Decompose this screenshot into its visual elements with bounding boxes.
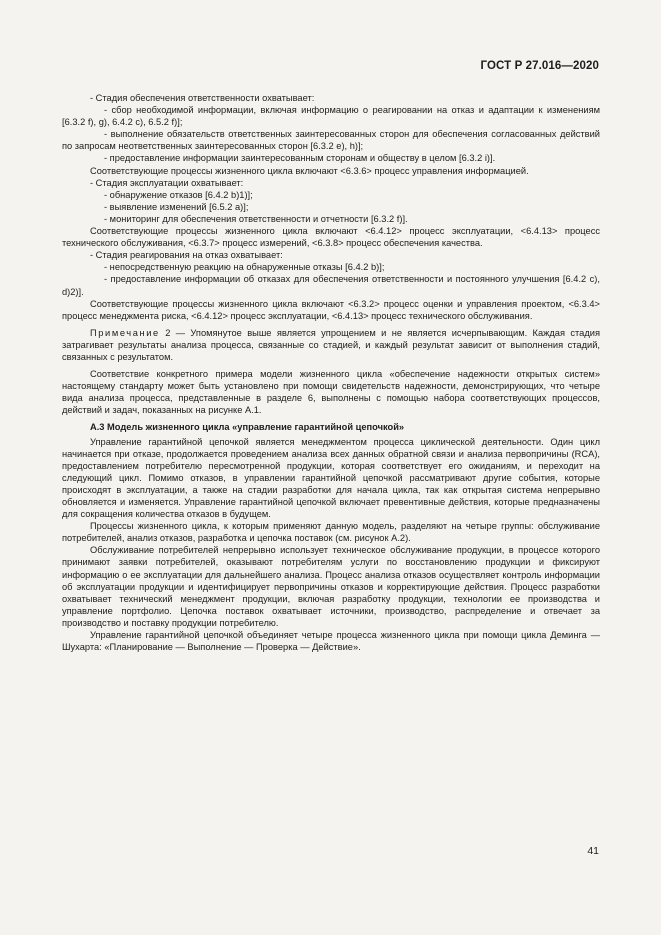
note-label: Примечание bbox=[90, 327, 160, 338]
paragraph: Управление гарантийной цепочкой является менеджментом процесса циклической деятельности. Один цикл начинается при отказе, продолжается проведением анализа всех данных обратной связи и анализа первопричины (RCA), предоставлением потребителю пересмотренной продукции, которая соответствует его ожиданиям, и переходит на следующий цикл. Помимо отказов, в управлении гарантийной цепочкой рассматривают другие события, которые происходят в эксплуатации, а также на стадии разработки для начала цикла, так как открытая система непрерывно обновляется и изменяется. Управление гарантийной цепочкой включает превентивные действия, которые предназначены для сокращения количества отказов в будущем. bbox=[62, 436, 600, 520]
document-body bbox=[62, 92, 600, 653]
list-item: - обнаружение отказов [6.4.2 b)1)]; bbox=[104, 189, 253, 200]
standard-header: ГОСТ Р 27.016—2020 bbox=[480, 60, 599, 72]
list-item: - предоставление информации заинтересованным сторонам и обществу в целом [6.3.2 i)]. bbox=[104, 153, 496, 164]
paragraph: Обслуживание потребителей непрерывно использует техническое обслуживание продукции, в процессе которого принимают заявки потребителей, оказывают потребителям услуги по восстановлению продукции и фиксируют информацию о ее эксплуатации для дальнейшего анализа. Процесс анализа отказов осуществляет контроль информации об эксплуатации продукции и идентифицирует первопричины отказов и корректирующие действия. Процесс разработки охватывает технический менеджмент продукции, включая разработку продукции, технологии ее производства и управление портфолио. Цепочка поставок охватывает источники, производство, распределение и отвечает за производство и поставку продукции потребителю. bbox=[62, 545, 600, 628]
paragraph: Соответствие конкретного примера модели жизненного цикла «обеспечение надежности открытых систем» настоящему стандарту может быть установлено при помощи свидетельств надежности, демонстрирующих, что четыре вида анализа процесса, представленные в разделе 6, выполнены с помощью набора соответствующих процессов, действий и задач, показанных на рисунке А.1. bbox=[62, 369, 600, 416]
paragraph: Соответствующие процессы жизненного цикла включают <6.4.12> процесс эксплуатации, <6.4.13> процесс технического обслуживания, <6.3.7> процесс измерений, <6.3.8> процесс обеспечения качества. bbox=[62, 226, 600, 249]
paragraph: Соответствующие процессы жизненного цикла включают <6.3.6> процесс управления информацией. bbox=[90, 165, 529, 176]
paragraph: Соответствующие процессы жизненного цикла включают <6.3.2> процесс оценки и управления проектом, <6.3.4> процесс менеджмента риска, <6.4.12> процесс эксплуатации, <6.4.13> процесс технического обслуживания. bbox=[62, 298, 600, 321]
list-item: - предоставление информации об отказах для обеспечения ответственности и постоянного улучшения [6.4.2 c), d)2)]. bbox=[62, 274, 600, 297]
page-number: 41 bbox=[587, 845, 599, 857]
list-item: - непосредственную реакцию на обнаруженные отказы [6.4.2 b)]; bbox=[104, 262, 385, 273]
note-text: 2 — Упомянутое выше является упрощением и не является исчерпывающим. Каждая стадия затрагивает результаты анализа процесса, связанные со стадией, и каждый результат зависит от выполнения стадий, связанных с результатом. bbox=[62, 327, 600, 362]
list-item: - Стадия эксплуатации охватывает: bbox=[90, 177, 244, 188]
list-item: - Стадия реагирования на отказ охватывает: bbox=[90, 250, 283, 261]
list-item: - выявление изменений [6.5.2 a)]; bbox=[104, 201, 249, 212]
list-item: - мониторинг для обеспечения ответственности и отчетности [6.3.2 f)]. bbox=[104, 213, 408, 224]
section-heading: А.3 Модель жизненного цикла «управление гарантийной цепочкой» bbox=[90, 422, 405, 433]
paragraph: Управление гарантийной цепочкой объединяет четыре процесса жизненного цикла при помощи цикла Деминга — Шухарта: «Планирование — Выполнение — Проверка — Действие». bbox=[62, 630, 600, 653]
paragraph: Процессы жизненного цикла, к которым применяют данную модель, разделяют на четыре группы: обслуживание потребителей, анализ отказов, разработка и цепочка поставок (см. рисунок А.2). bbox=[62, 521, 600, 544]
list-item: - выполнение обязательств ответственных заинтересованных сторон для обеспечения согласованных действий по запросам неответственных заинтересованных сторон [6.3.2 e), h)]; bbox=[62, 129, 600, 152]
list-item: - Стадия обеспечения ответственности охватывает: bbox=[90, 93, 315, 103]
note bbox=[62, 327, 600, 363]
list-item: - сбор необходимой информации, включая информацию о реагировании на отказ и адаптации к изменениям [6.3.2 f), g), 6.4.2 c), 6.5.2 f)]; bbox=[62, 105, 600, 128]
